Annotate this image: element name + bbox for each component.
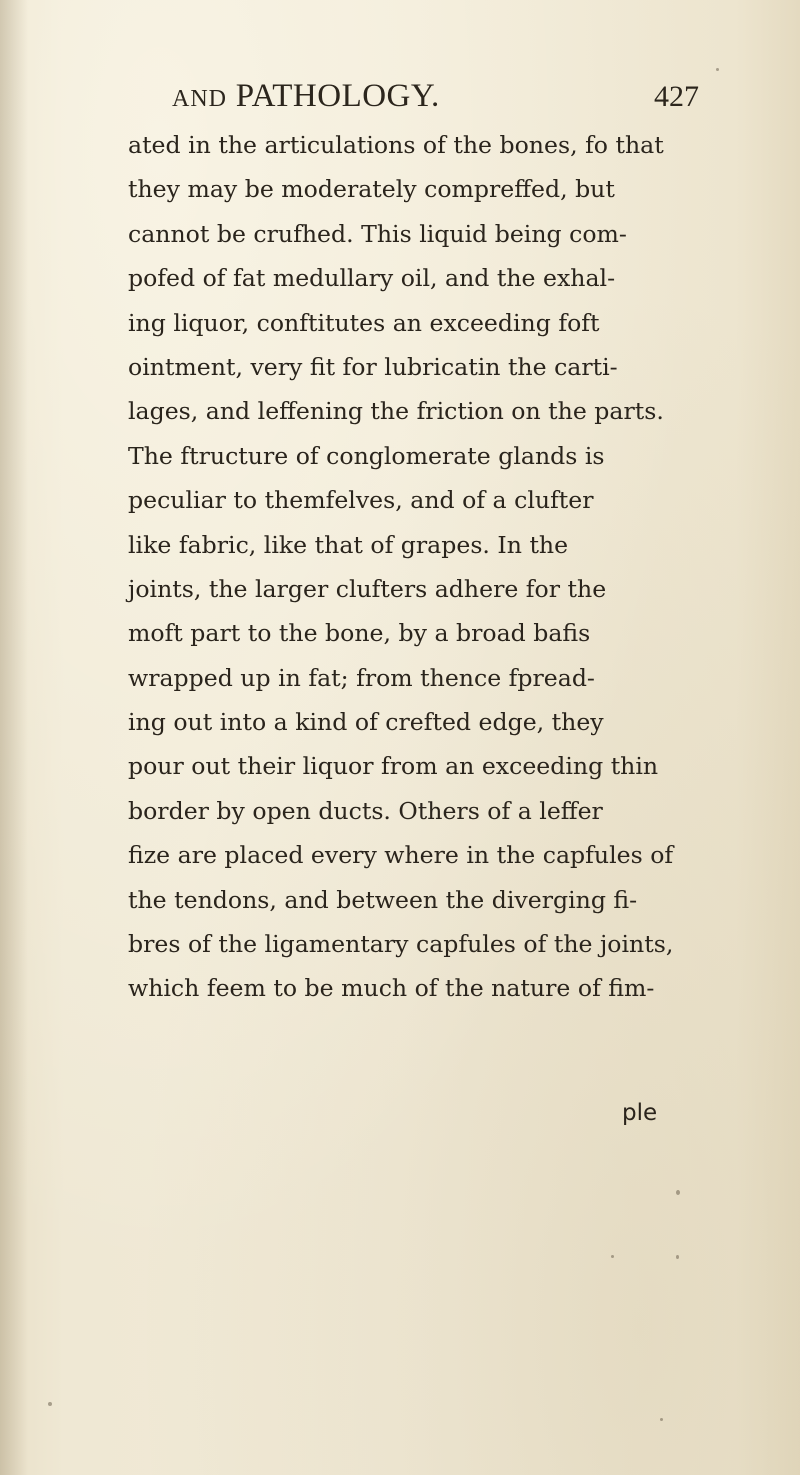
text-line: they may be moderately compreffed, but: [128, 175, 615, 204]
paper-speck: [676, 1190, 680, 1195]
paper-speck: [611, 1255, 614, 1258]
paper-speck: [716, 68, 719, 71]
running-head-and: AND: [172, 86, 227, 112]
text-line: ated in the articulations of the bones, fo that: [128, 131, 664, 159]
text-line: moft part to the bone, by a broad bafis: [128, 619, 591, 648]
gutter-shadow: [0, 0, 28, 1475]
page-number: 427: [654, 80, 699, 113]
text-line: peculiar to themfelves, and of a clufter: [128, 486, 594, 515]
text-line: which feem to be much of the nature of fim-: [128, 974, 655, 1003]
running-head-title: PATHOLOGY.: [235, 78, 440, 114]
text-line: joints, the larger clufters adhere for the: [128, 574, 607, 603]
text-line: pofed of fat medullary oil, and the exhal-: [128, 264, 616, 293]
text-line: wrapped up in fat; from thence fpread-: [128, 663, 595, 692]
text-line: like fabric, like that of grapes. In the: [128, 530, 569, 559]
text-line: ointment, very fit for lubricatin the carti-: [128, 352, 618, 381]
text-line: bres of the ligamentary capfules of the joints,: [128, 930, 674, 959]
paper-speck: [48, 1402, 52, 1406]
paper-speck: [660, 1418, 663, 1421]
body-text: [128, 123, 674, 1011]
text-line: border by open ducts. Others of a leffer: [128, 796, 603, 825]
text-line: fize are placed every where in the capfules of: [128, 841, 674, 870]
text-line: the tendons, and between the diverging fi-: [128, 885, 638, 914]
text-line: ing out into a kind of crefted edge, they: [128, 708, 604, 737]
page-header: [0, 78, 800, 122]
text-line: lages, and leffening the friction on the parts.: [128, 397, 664, 426]
text-line: pour out their liquor from an exceeding thin: [128, 752, 659, 781]
paper-speck: [676, 1255, 679, 1259]
text-line: ing liquor, conftitutes an exceeding foft: [128, 308, 600, 337]
text-line: The ftructure of conglomerate glands is: [128, 441, 605, 470]
running-head: [172, 78, 440, 115]
text-line: cannot be crufhed. This liquid being com-: [128, 219, 627, 248]
catchword: ple: [622, 1100, 658, 1126]
